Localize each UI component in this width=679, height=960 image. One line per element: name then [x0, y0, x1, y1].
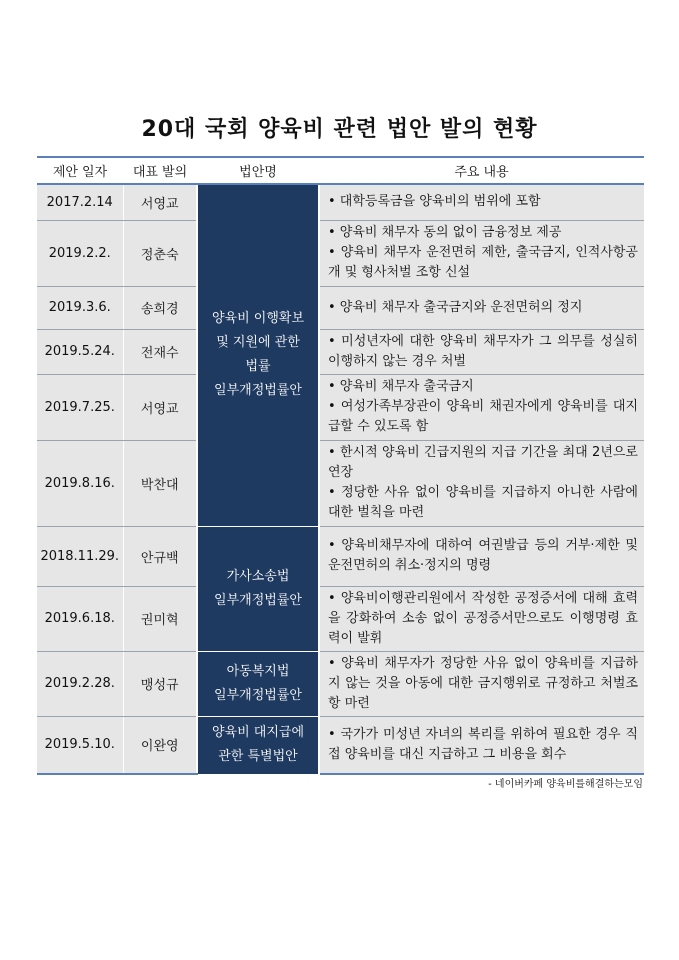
bill-name-cell: [197, 716, 319, 774]
content-cell: [319, 220, 644, 286]
bill-name-line: 양육비 이행확보: [211, 311, 305, 327]
bill-name-line: 관한 특별법안: [218, 749, 298, 764]
date-cell: 2019.5.24.: [37, 329, 123, 374]
header-representative: 대표 발의: [123, 157, 197, 184]
content-cell: [319, 440, 644, 526]
representative-cell: 송희경: [123, 286, 197, 329]
representative-cell: 이완영: [123, 716, 197, 774]
content-cell: [319, 184, 644, 220]
date-cell: 2018.11.29.: [37, 526, 123, 586]
representative-cell: 안규백: [123, 526, 197, 586]
date-cell: 2019.5.10.: [37, 716, 123, 774]
content-item: • 정당한 사유 없이 양육비를 지급하지 아니한 사람에 대한 벌칙을 마련: [328, 485, 638, 520]
bill-name-line: 법률: [245, 359, 271, 375]
representative-cell: 박찬대: [123, 440, 197, 526]
bill-name-line: 일부개정법률안: [214, 592, 302, 608]
content-item: • 대학등록금을 양육비의 범위에 포함: [328, 194, 541, 210]
representative-cell: 권미혁: [123, 586, 197, 651]
representative-cell: 전재수: [123, 329, 197, 374]
table-header-row: [37, 157, 644, 184]
content-item: • 국가가 미성년 자녀의 복리를 위하여 필요한 경우 직접 양육비를 대신 지급하고 그 비용을 회수: [328, 726, 638, 762]
content-cell: [319, 716, 644, 774]
date-cell: 2019.8.16.: [37, 440, 123, 526]
bill-name-line: 일부개정법률안: [214, 687, 302, 703]
table-row: [37, 220, 644, 286]
table-row: [37, 526, 644, 586]
header-date: 제안 일자: [37, 157, 123, 184]
table-row: [37, 329, 644, 374]
content-cell: [319, 586, 644, 651]
representative-cell: 서영교: [123, 374, 197, 440]
representative-cell: 맹성규: [123, 651, 197, 716]
source-footer: - 네이버카페 양육비를해결하는모임: [488, 779, 643, 790]
content-cell: [319, 526, 644, 586]
bill-name-cell: [197, 526, 319, 651]
table-row: [37, 651, 644, 716]
content-item: • 미성년자에 대한 양육비 채무자가 그 의무를 성실히 이행하지 않는 경우 처벌: [328, 333, 638, 369]
content-cell: [319, 374, 644, 440]
bill-name-line: 아동복지법: [226, 663, 290, 679]
table-row: [37, 374, 644, 440]
table-row: [37, 286, 644, 329]
content-cell: [319, 651, 644, 716]
date-cell: 2019.3.6.: [37, 286, 123, 329]
date-cell: 2019.7.25.: [37, 374, 123, 440]
bill-name-line: 양육비 대지급에: [211, 725, 305, 740]
content-item: • 양육비 채무자 출국금지: [328, 379, 474, 394]
bill-name-line: 가사소송법: [226, 568, 290, 584]
table-row: [37, 440, 644, 526]
content-item: • 양육비이행관리원에서 작성한 공정증서에 대해 효력을 강화하여 소송 없이 공정증서만으로도 이행명령 효력이 발휘: [328, 590, 638, 646]
table-row: [37, 184, 644, 220]
table-row: [37, 586, 644, 651]
content-item: • 양육비 채무자 운전면허 제한, 출국금지, 인적사항공개 및 형사처벌 조항 신설: [328, 245, 638, 280]
date-cell: 2019.6.18.: [37, 586, 123, 651]
date-cell: 2017.2.14: [37, 184, 123, 220]
content-item: • 양육비채무자에 대하여 여권발급 등의 거부·제한 및 운전면허의 취소·정지의 명령: [328, 538, 638, 573]
representative-cell: 서영교: [123, 184, 197, 220]
header-content: 주요 내용: [319, 157, 644, 184]
header-bill: 법안명: [197, 157, 319, 184]
content-item: • 양육비 채무자 동의 없이 금융정보 제공: [328, 225, 562, 240]
date-cell: 2019.2.28.: [37, 651, 123, 716]
content-item: • 한시적 양육비 긴급지원의 지급 기간을 최대 2년으로 연장: [328, 445, 638, 480]
content-cell: [319, 329, 644, 374]
page-title: 20대 국회 양육비 관련 법안 발의 현황: [141, 117, 538, 142]
content-item: • 양육비 채무자 출국금지와 운전면허의 정지: [328, 299, 583, 315]
content-item: • 여성가족부장관이 양육비 채권자에게 양육비를 대지급할 수 있도록 함: [328, 399, 638, 434]
bill-name-cell: [197, 184, 319, 526]
representative-cell: 정춘숙: [123, 220, 197, 286]
bills-table: [37, 156, 644, 775]
date-cell: 2019.2.2.: [37, 220, 123, 286]
table-row: [37, 716, 644, 774]
bill-name-line: 및 지원에 관한: [216, 335, 300, 351]
content-cell: [319, 286, 644, 329]
bill-name-line: 일부개정법률안: [214, 383, 302, 399]
bill-name-cell: [197, 651, 319, 716]
content-item: • 양육비 채무자가 정당한 사유 없이 양육비를 지급하지 않는 것을 아동에 대한 금지행위로 규정하고 처벌조항 마련: [328, 655, 638, 711]
